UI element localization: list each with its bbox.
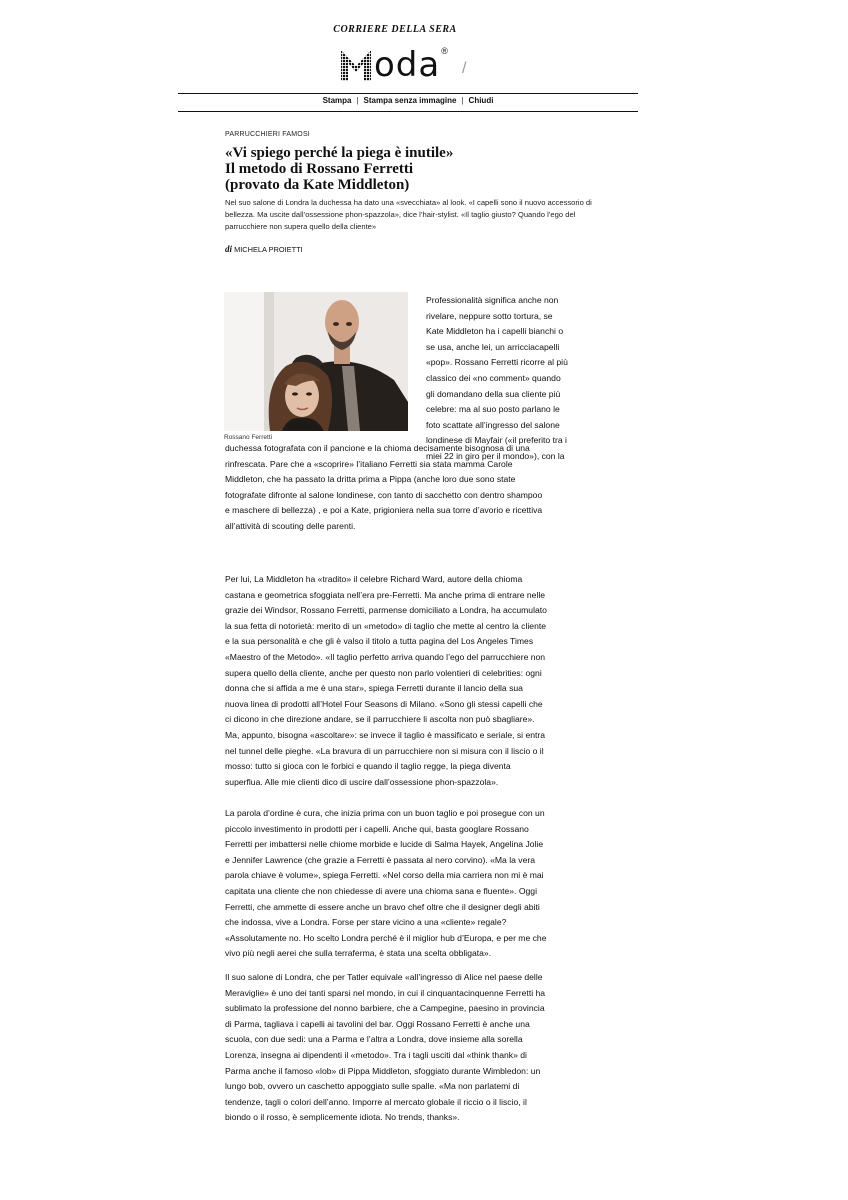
moda-m-glyph-icon: [340, 48, 372, 82]
text-line: Ferretti per imbattersi nelle chiome morbide e lucide di Salma Hayek, Angelina Jolie: [225, 839, 544, 850]
paragraph-3: [225, 806, 605, 962]
photo-caption: Rossano Ferretti: [224, 434, 273, 441]
toolbar-separator: |: [356, 96, 359, 105]
text-line: Professionalità significa anche non: [426, 295, 559, 305]
byline: [225, 244, 303, 254]
text-line: fotografate difronte al salone londinese, con tanto di sacchetto con dentro shampoo: [225, 489, 543, 500]
text-line: rinfrescata. Pare che a «scoprire» l’italiano Ferretti sia stata mamma Carole: [225, 458, 513, 469]
text-line: donna che si affida a me è una star», spiega Ferretti durante il lancio della sua: [225, 683, 523, 694]
close-button[interactable]: Chiudi: [468, 96, 494, 105]
text-line: e Jennifer Lawrence (che grazie a Ferretti è passata al nero corvino). «Ma la vera: [225, 854, 536, 865]
text-line: celebre: ma al suo posto parlano le: [426, 404, 560, 415]
text-line: la sua fetta di notorietà: merito di un «metodo» di taglio che mette al centro la cliente: [225, 620, 547, 631]
headline-line: Il metodo di Rossano Ferretti: [225, 161, 414, 177]
logo-slash: /: [462, 60, 467, 77]
text-line: Per lui, La Middleton ha «tradito» il celebre Richard Ward, autore della chioma: [225, 574, 523, 584]
text-line: Lorenza, insegna ai dipendenti il «metodo». Tra i tagli usciti dal «think thank» di: [225, 1049, 527, 1060]
print-toolbar: [178, 96, 638, 105]
text-line: «pop». Rossano Ferretti ricorre al più: [426, 357, 568, 368]
text-line: mosso: tutto si gioca con le forbici e quando il taglio regge, la piega diventa: [225, 761, 511, 772]
text-line: Il suo salone di Londra, che per Tatler equivale «all’ingresso di Alice nel paese delle: [225, 972, 543, 982]
moda-wordmark: oda: [374, 45, 441, 85]
byline-author: MICHELA PROIETTI: [234, 245, 303, 254]
text-line: lungo bob, ovvero un caschetto appoggiato sulle spalle. «Ma non parlatemi di: [225, 1081, 520, 1092]
headline-line: (provato da Kate Middleton): [225, 177, 410, 193]
text-line: capitata una cliente che non chiedesse di avere una chioma sana e fluente». Oggi: [225, 885, 537, 896]
text-line: nel tunnel delle pieghe. «La bravura di un parrucchiere non si misura con il liscio o il: [225, 745, 544, 756]
text-line: supera quello della cliente, anche per questo non parlo volentieri di celebrities: ogni: [225, 667, 542, 678]
text-line: sublimato la professione del nonno barbiere, che a Campegine, paesino in provincia: [225, 1003, 545, 1014]
text-line: piccolo investimento in prodotti per i capelli. Anche qui, basta googlare Rossano: [225, 823, 529, 834]
text-line: biondo o il rosso, è semplicemente idiota. No trends, thanks».: [225, 1112, 460, 1123]
text-line: «Maestro of the Metodo». «Il taglio perfetto arriva quando l’ego del parrucchiere non: [225, 651, 546, 662]
paragraph-1-column: [426, 293, 606, 465]
text-line: tendenze, tagli o colori dell’anno. Imporre al mercato globale il riccio o il liscio, il: [225, 1096, 527, 1107]
text-line: Ferretti, che ammette di essere anche un bravo chef oltre che il designer degli abiti: [225, 901, 540, 912]
text-line: duchessa fotografata con il pancione e la chioma decisamente bisognosa di una: [225, 443, 530, 453]
text-line: se usa, anche lei, un arricciacapelli: [426, 341, 560, 352]
text-line: La parola d’ordine è cura, che inizia prima con un buon taglio e poi prosegue con un: [225, 808, 545, 818]
text-line: e maschere di bellezza) , e poi a Kate, prigioniera nella sua torre d’avorio e ricettiva: [225, 505, 543, 516]
article-photo: [224, 292, 408, 431]
moda-logo: [340, 42, 448, 85]
newspaper-name: CORRIERE DELLA SERA: [333, 24, 457, 35]
text-line: scuola, con due sedi: una a Parma e l’altra a Londra, dove insieme alla sorella: [225, 1034, 523, 1045]
paragraph-4: [225, 970, 605, 1126]
text-line: castana e geometrica sfoggiata nell’era pre-Ferretti. Ma anche prima di entrare nelle: [225, 589, 546, 600]
text-line: gli domandano della sua cliente più: [426, 388, 561, 399]
article-headline: [225, 145, 605, 193]
text-line: ci dicono in che direzione andare, se il parrucchiere li ascolta non può sbagliare».: [225, 714, 535, 725]
text-line: Kate Middleton ha i capelli bianchi o: [426, 326, 564, 337]
text-line: e la sua personalità e che gli è valso il titolo a tutta pagina del Los Angeles Times: [225, 636, 534, 647]
text-line: rivelare, neppure sotto tortura, se: [426, 310, 553, 321]
toolbar-separator: |: [461, 96, 464, 105]
registered-mark: ®: [441, 46, 448, 56]
print-button[interactable]: Stampa: [322, 96, 352, 105]
text-line: parola chiave è volume», spiega Ferretti. «Nel corso della mia carriera non mi è mai: [225, 870, 544, 881]
text-line: Parma anche il famoso «lob» di Pippa Middleton, sfoggiato durante Wimbledon: un: [225, 1065, 541, 1076]
text-line: superflua. Alle mie clienti dico di uscire dall’ossessione phon-spazzola».: [225, 776, 499, 787]
text-line: nuova linea di prodotti all’Hotel Four Seasons di Milano. «Sono gli stessi capelli che: [225, 698, 543, 709]
text-line: miei 22 in giro per il mondo»), con la: [426, 450, 565, 461]
text-line: Middleton, che ha passato la dritta prima a Pippa (anche loro due sono state: [225, 474, 516, 485]
text-line: vivo più negli aerei che sulla terraferma, è stata una scelta obbligata».: [225, 948, 492, 959]
text-line: all’attività di scouting delle parenti.: [225, 520, 356, 531]
text-line: di Parma, tagliava i capelli ai tavolini del bar. Oggi Rossano Ferretti è anche una: [225, 1018, 530, 1029]
paragraph-2: [225, 572, 605, 790]
byline-di: di: [225, 244, 233, 254]
portrait-illustration: [224, 292, 408, 431]
text-line: classico dei «no comment» quando: [426, 372, 561, 383]
toolbar-bottom-rule: [178, 111, 638, 112]
text-line: Meraviglie» è uno dei tanti sparsi nel mondo, in cui il cinquantacinquenne Ferretti ha: [225, 987, 546, 998]
print-no-image-button[interactable]: Stampa senza immagine: [363, 96, 457, 105]
text-line: Ma, appunto, bisogna «ascoltare»: se invece il taglio è massificato e seriale, si entra: [225, 729, 546, 740]
text-line: grazie dei Windsor, Rossano Ferretti, parmense domiciliato a Londra, ha accumulato: [225, 605, 547, 616]
text-line: che indossa, vive a Londra. Forse per stare vicino a una «cliente» regale?: [225, 917, 507, 928]
headline-line: «Vi spiego perché la piega è inutile»: [225, 145, 454, 161]
text-line: «Assolutamente no. Ho scelto Londra perché è il miglior hub d’Europa, e per me che: [225, 932, 547, 943]
article-summary: Nel suo salone di Londra la duchessa ha dato una «svecchiata» al look. «I capelli sono il nuovo accessorio di bellezza. Ma uscite dall’ossessione phon-spazzola», dice l’hair-stylist. «Il taglio giusto? Quando l’ego del parrucchiere non supera quello della cliente»: [225, 198, 592, 231]
paragraph-1-continuation: [225, 441, 605, 535]
text-line: foto scattate all’ingresso del salone: [426, 419, 560, 430]
article-kicker: PARRUCCHIERI FAMOSI: [225, 131, 310, 138]
text-line: londinese di Mayfair («il preferito tra i: [426, 435, 567, 446]
toolbar-top-rule: [178, 93, 638, 94]
